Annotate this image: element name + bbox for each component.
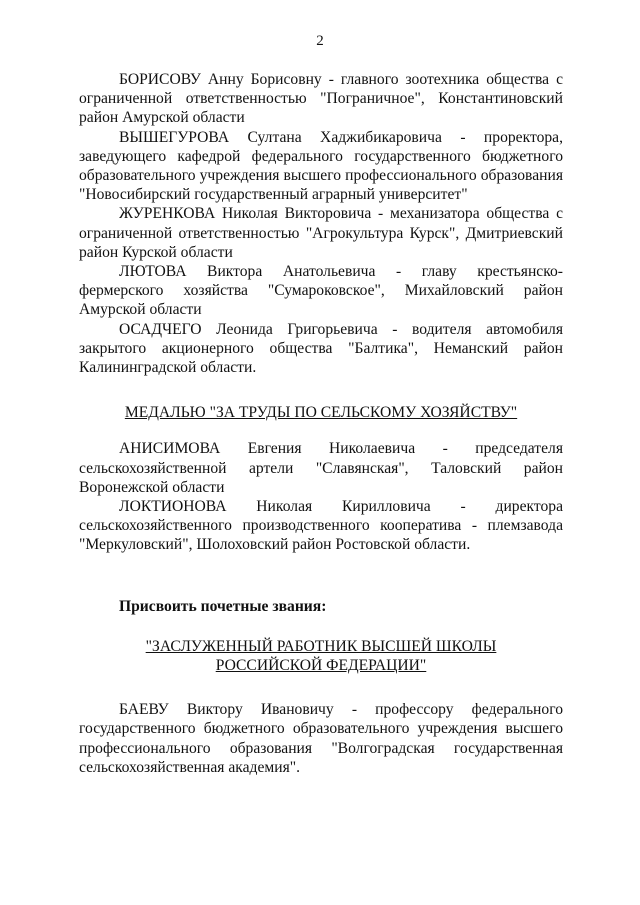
award-entry: ЛОКТИОНОВА Николая Кирилловича - директора сельскохозяйственного производственного кооператива - племзавода "Меркуловский", Шолоховский район Ростовской области. bbox=[79, 498, 563, 554]
honorary-title-line1: "ЗАСЛУЖЕННЫЙ РАБОТНИК ВЫСШЕЙ ШКОЛЫ bbox=[145, 637, 497, 655]
page-number: 2 bbox=[316, 33, 324, 49]
award-entry: ЛЮТОВА Виктора Анатольевича - главу крестьянско-фермерского хозяйства "Сумароковское", Михайловский район Амурской области bbox=[79, 263, 563, 319]
award-entry: БОРИСОВУ Анну Борисовну - главного зоотехника общества с ограниченной ответственностью "Пограничное", Константиновский район Амурской области bbox=[79, 71, 563, 127]
award-entry: ЖУРЕНКОВА Николая Викторовича - механизатора общества с ограниченной ответственностью "Агрокультура Курск", Дмитриевский район Курской области bbox=[79, 205, 563, 261]
document-body bbox=[79, 70, 563, 777]
award-entry: АНИСИМОВА Евгения Николаевича - председателя сельскохозяйственной артели "Славянская", Таловский район Воронежской области bbox=[79, 440, 563, 496]
award-entry: ВЫШЕГУРОВА Султана Хаджибикаровича - проректора, заведующего кафедрой федерального государственного бюджетного образовательного учреждения высшего профессионального образования "Новосибирский государственный аграрный университет" bbox=[79, 128, 563, 204]
honorary-title-line2: РОССИЙСКОЙ ФЕДЕРАЦИИ" bbox=[215, 657, 427, 675]
award-entry: ОСАДЧЕГО Леонида Григорьевича - водителя автомобиля закрытого акционерного общества "Балтика", Неманский район Калининградской области. bbox=[79, 320, 563, 377]
titles-heading: Присвоить почетные звания: bbox=[119, 597, 327, 615]
award-entry: БАЕВУ Виктору Ивановичу - профессору федерального государственного бюджетного образовательного учреждения высшего профессионального образования "Волгоградская государственная сельскохозяйственная академия". bbox=[79, 701, 563, 776]
medal-heading: МЕДАЛЬЮ "ЗА ТРУДЫ ПО СЕЛЬСКОМУ ХОЗЯЙСТВУ" bbox=[124, 404, 518, 422]
